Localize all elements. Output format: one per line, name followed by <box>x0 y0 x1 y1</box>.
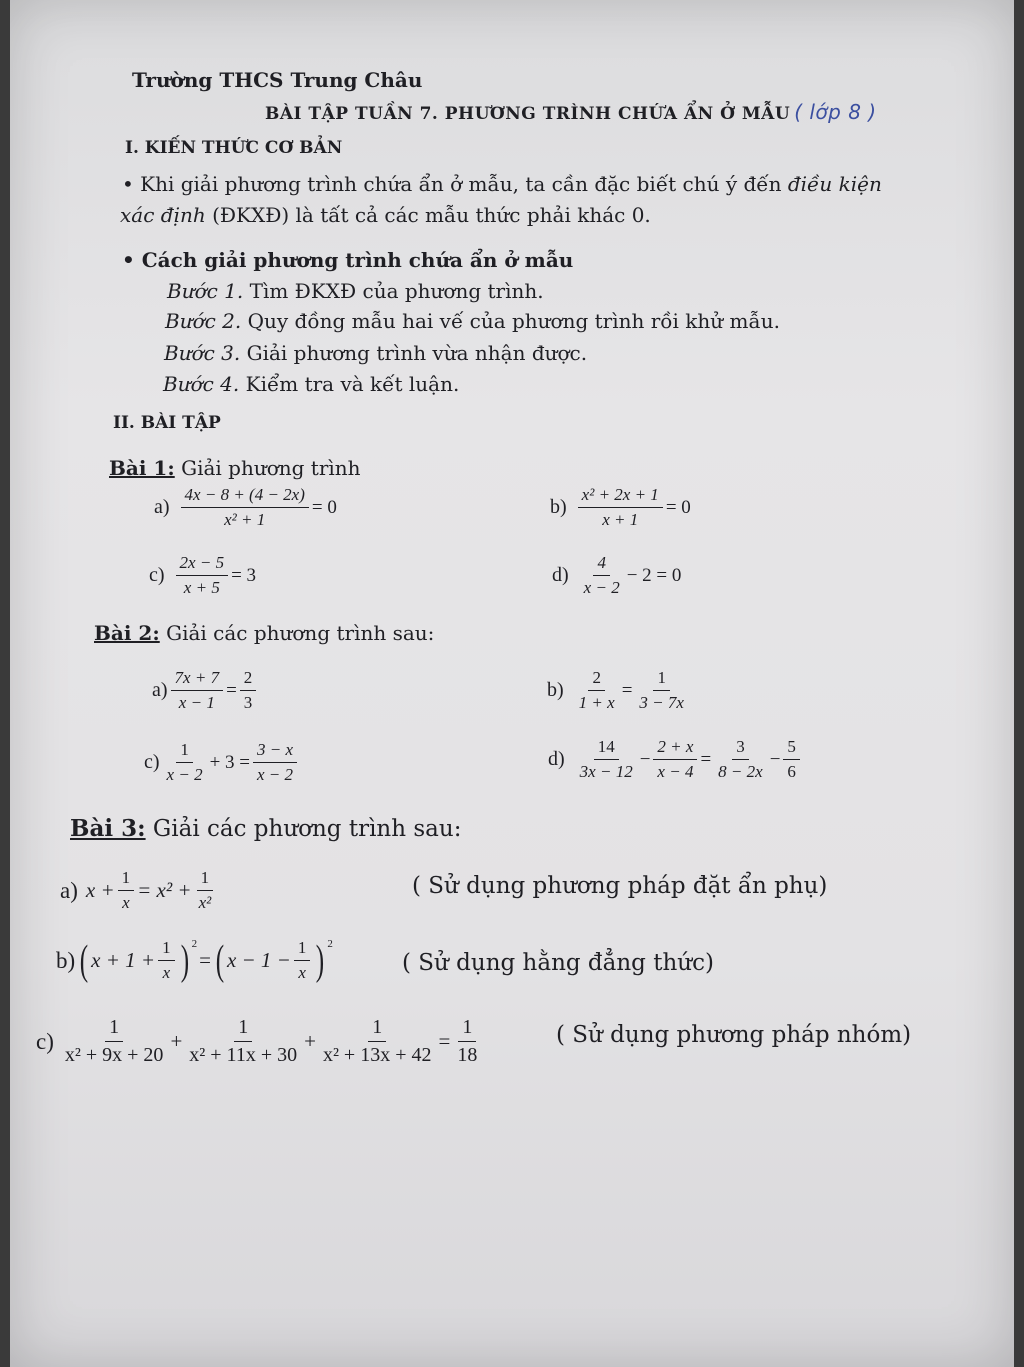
equals: = <box>700 748 712 770</box>
fraction <box>578 485 663 530</box>
step-label: Bước 4. <box>163 372 240 396</box>
numerator: 2 <box>588 668 605 691</box>
denominator: x² + 11x + 30 <box>189 1044 298 1066</box>
fraction <box>163 740 207 785</box>
fraction <box>635 668 688 713</box>
step-1 <box>167 279 544 303</box>
denominator: x − 2 <box>583 578 620 597</box>
step-text: Tìm ĐKXĐ của phương trình. <box>243 279 544 303</box>
section2-heading: II. BÀI TẬP <box>113 413 221 433</box>
fraction <box>294 938 311 983</box>
denominator: 3 <box>243 693 253 712</box>
bai2-label: Bài 2: <box>94 621 160 645</box>
denominator: x² + 1 <box>224 510 266 529</box>
denominator: x² <box>198 893 212 912</box>
equals: = <box>621 679 633 701</box>
numerator: 1 <box>653 668 670 691</box>
step-3 <box>164 341 587 365</box>
numerator: 1 <box>197 868 214 891</box>
denominator: x² + 9x + 20 <box>64 1044 164 1066</box>
bai3-b-hint: ( Sử dụng hằng đẳng thức) <box>402 950 714 976</box>
numerator: 2x − 5 <box>176 553 229 576</box>
rhs: x − 1 − <box>226 948 291 972</box>
eq-label: b) <box>550 496 567 518</box>
bai2-c <box>144 740 300 785</box>
fraction <box>253 740 297 785</box>
fraction <box>783 737 800 782</box>
bai3-b <box>56 938 333 983</box>
eq-label: c) <box>36 1028 54 1054</box>
left-paren: ( <box>215 937 225 984</box>
denominator: x + 1 <box>602 510 639 529</box>
numerator: 2 <box>240 668 257 691</box>
fraction <box>575 668 619 713</box>
lhs: x + <box>85 878 115 902</box>
denominator: 1 + x <box>578 693 615 712</box>
right-paren: ) <box>180 937 189 984</box>
denominator: 6 <box>787 762 796 781</box>
rhs: = 3 <box>231 564 257 586</box>
fraction <box>158 938 175 983</box>
bai2-heading <box>94 621 434 645</box>
fraction <box>171 668 224 713</box>
bai1-heading <box>109 456 361 480</box>
bai3-a <box>60 868 218 913</box>
fraction <box>714 737 767 782</box>
denominator: x + 5 <box>183 578 220 597</box>
numerator: 4 <box>593 553 610 576</box>
eq-label: a) <box>60 877 78 903</box>
numerator: 1 <box>458 1016 476 1042</box>
denominator: 3x − 12 <box>579 762 633 781</box>
fraction <box>580 553 624 598</box>
bai1-d <box>552 553 681 598</box>
numerator: 1 <box>158 938 175 961</box>
bullet1-line1 <box>122 172 882 196</box>
middle-term: + 3 = <box>209 751 251 773</box>
worksheet-title <box>265 100 877 124</box>
denominator: x − 4 <box>657 762 694 781</box>
equals: = <box>199 948 211 972</box>
bullet1-line2 <box>120 203 651 227</box>
denominator: x <box>122 893 130 912</box>
numerator: 1 <box>105 1016 123 1042</box>
denominator: x <box>162 963 171 982</box>
bullet2-heading: • Cách giải phương trình chứa ẩn ở mẫu <box>122 248 574 272</box>
denominator: x − 1 <box>178 693 215 712</box>
bai3-text: Giải các phương trình sau: <box>145 816 462 842</box>
eq-label: d) <box>552 564 569 586</box>
bai1-a <box>154 485 337 530</box>
bai1-label: Bài 1: <box>109 456 175 480</box>
numerator: 1 <box>368 1016 386 1042</box>
fraction <box>195 868 216 913</box>
step-text: Giải phương trình vừa nhận được. <box>240 341 588 365</box>
rhs: = 0 <box>665 496 691 518</box>
bai3-label: Bài 3: <box>70 815 146 842</box>
eq-label: c) <box>149 564 165 586</box>
middle-term: = x² + <box>137 878 192 902</box>
fraction <box>118 868 135 913</box>
denominator: 8 − 2x <box>718 762 763 781</box>
numerator: 2 + x <box>653 737 697 760</box>
denominator: x − 2 <box>166 765 203 784</box>
fraction <box>61 1016 168 1067</box>
bai1-c <box>149 553 256 598</box>
eq-label: b) <box>547 679 564 701</box>
numerator: 1 <box>294 938 311 961</box>
numerator: 4x − 8 + (4 − 2x) <box>181 485 309 508</box>
fraction <box>576 737 637 782</box>
operator: − <box>769 748 781 770</box>
bullet1-emphasis2: xác định <box>120 203 206 227</box>
denominator: x <box>298 963 306 982</box>
numerator: 7x + 7 <box>171 668 224 691</box>
school-name: Trường THCS Trung Châu <box>132 68 423 92</box>
exponent: 2 <box>327 938 333 950</box>
eq-label: d) <box>548 748 565 770</box>
step-label: Bước 2. <box>165 309 242 333</box>
fraction <box>453 1016 481 1067</box>
numerator: 1 <box>118 868 135 891</box>
left-paren: ( <box>79 937 89 984</box>
bai3-a-hint: ( Sử dụng phương pháp đặt ẩn phụ) <box>412 873 828 899</box>
plus: + <box>304 1029 316 1053</box>
step-label: Bước 3. <box>164 341 241 365</box>
bai2-text: Giải các phương trình sau: <box>159 621 435 645</box>
bai1-text: Giải phương trình <box>174 456 361 480</box>
rhs: − 2 = 0 <box>626 564 682 586</box>
worksheet-page <box>10 0 1014 1367</box>
fraction <box>653 737 697 782</box>
numerator: 3 <box>732 737 749 760</box>
numerator: 1 <box>234 1016 252 1042</box>
step-label: Bước 1. <box>167 279 244 303</box>
step-text: Quy đồng mẫu hai vế của phương trình rồi khử mẫu. <box>241 309 780 333</box>
bai2-a <box>152 668 259 713</box>
step-4 <box>163 372 459 396</box>
bai2-b <box>547 668 691 713</box>
lhs: x + 1 + <box>91 948 156 972</box>
bai1-b <box>550 485 691 530</box>
section1-heading: I. KIẾN THỨC CƠ BẢN <box>125 138 343 158</box>
title-text: BÀI TẬP TUẦN 7. PHƯƠNG TRÌNH CHỨA ẨN Ở MẪU <box>265 104 791 124</box>
operator: − <box>639 748 651 770</box>
numerator: 14 <box>594 737 619 760</box>
plus: + <box>170 1029 183 1053</box>
denominator: 3 − 7x <box>639 693 684 712</box>
equals: = <box>438 1029 451 1053</box>
eq-label: a) <box>152 679 168 701</box>
denominator: x² + 13x + 42 <box>322 1044 432 1066</box>
numerator: x² + 2x + 1 <box>578 485 663 508</box>
exponent: 2 <box>191 938 198 950</box>
bai2-d <box>548 737 803 782</box>
denominator: x − 2 <box>257 765 294 784</box>
fraction <box>319 1016 436 1067</box>
fraction <box>240 668 257 713</box>
numerator: 3 − x <box>253 740 297 763</box>
numerator: 5 <box>783 737 800 760</box>
denominator: 18 <box>457 1044 478 1066</box>
bai3-heading <box>70 815 461 842</box>
rhs: = 0 <box>311 496 337 518</box>
equals: = <box>226 679 237 701</box>
step-2 <box>165 309 780 333</box>
handwritten-grade-note: ( lớp 8 ) <box>794 100 877 124</box>
bai3-c <box>36 1016 484 1067</box>
bullet1-emphasis: điều kiện <box>787 172 882 196</box>
eq-label: c) <box>144 751 160 773</box>
step-text: Kiểm tra và kết luận. <box>239 372 460 396</box>
bullet1-text: • Khi giải phương trình chứa ẩn ở mẫu, ta cần đặc biết chú ý đến <box>122 172 788 196</box>
eq-label: a) <box>154 496 170 518</box>
fraction <box>185 1016 301 1067</box>
numerator: 1 <box>176 740 193 763</box>
bai3-c-hint: ( Sử dụng phương pháp nhóm) <box>556 1022 912 1048</box>
right-paren: ) <box>316 937 325 984</box>
bullet1-text2: (ĐKXĐ) là tất cả các mẫu thức phải khác 0. <box>205 203 651 227</box>
fraction <box>181 485 309 530</box>
eq-label: b) <box>56 947 76 973</box>
fraction <box>176 553 229 598</box>
